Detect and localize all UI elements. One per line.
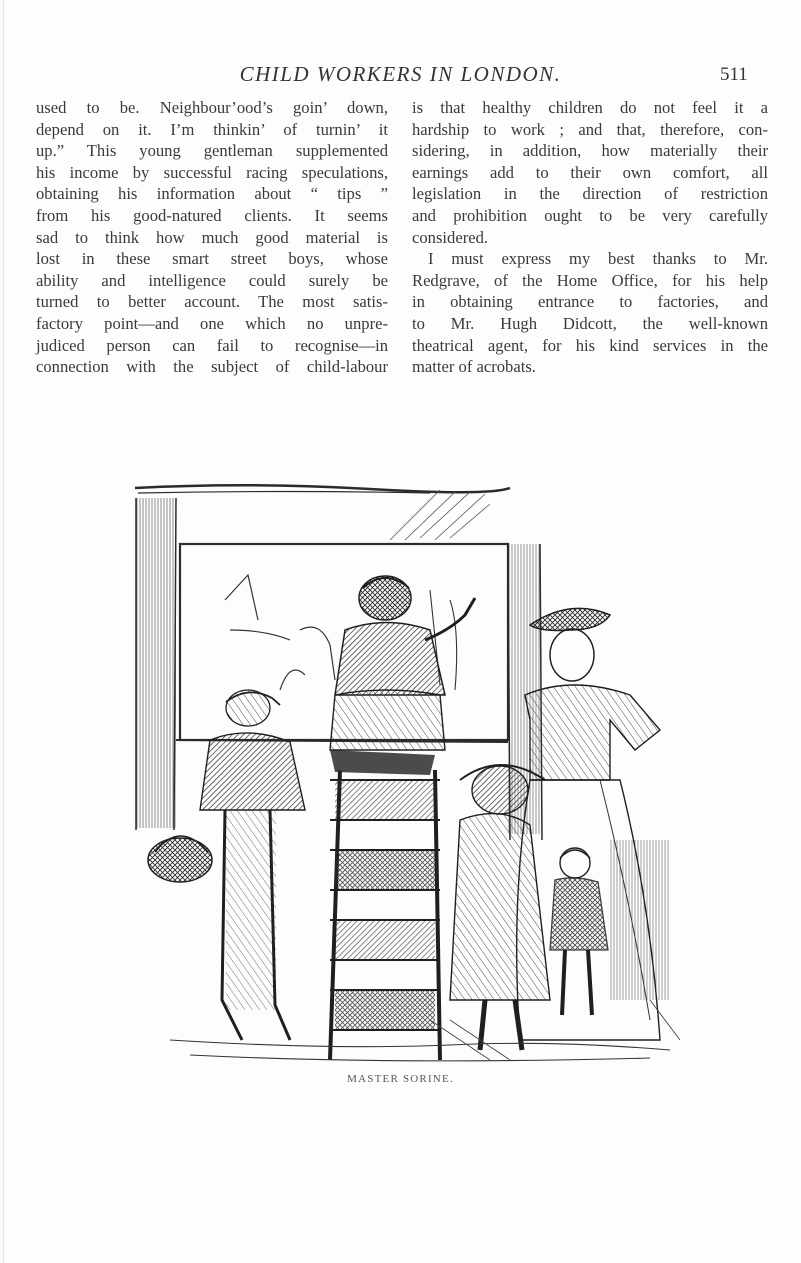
text-line: and prohibition ought to be very carefully <box>412 205 768 225</box>
top-border-stroke <box>138 492 430 494</box>
text-line: I must express my best thanks to Mr. <box>428 249 768 269</box>
text-line: Redgrave, of the Home Office, for his help <box>412 270 768 290</box>
text-line: hardship to work ; and that, therefore, con- <box>412 119 768 139</box>
ground-shading <box>430 1000 680 1060</box>
boy-on-ladder <box>330 576 475 775</box>
text-line: used to be. Neighbour’ood’s goin’ down, <box>36 98 388 117</box>
sky-hatching <box>390 490 490 540</box>
text-line: in obtaining entrance to factories, and <box>412 292 768 312</box>
text-line: factory point—and one which no unpre- <box>36 313 388 333</box>
ground-shading <box>170 1040 670 1061</box>
text-line: turned to better account. The most satis- <box>36 292 388 312</box>
text-line: considered. <box>412 227 489 247</box>
page-number: 511 <box>720 64 748 85</box>
text-line: sad to think how much good material is <box>36 227 388 247</box>
text-line: is that healthy children do not feel it a <box>412 98 768 117</box>
left-wall <box>136 498 176 828</box>
text-line: earnings add to their own comfort, all <box>412 162 768 182</box>
illustration-master-sorine <box>130 480 690 1072</box>
text-line: lost in these smart street boys, whose <box>36 249 388 269</box>
text-line: theatrical agent, for his kind services in the <box>412 335 768 355</box>
poster-sketch <box>225 575 335 690</box>
text-line: legislation in the direction of restriction <box>412 184 768 204</box>
text-line: matter of acrobats. <box>412 357 536 377</box>
text-line: sidering, in addition, how materially their <box>412 141 768 161</box>
text-column-left <box>36 97 388 378</box>
illustration-caption: MASTER SORINE. <box>347 1073 454 1085</box>
text-line: from his good-natured clients. It seems <box>36 205 388 225</box>
text-line: ability and intelligence could surely be <box>36 270 388 290</box>
running-head <box>0 50 801 90</box>
running-title: CHILD WORKERS IN LONDON. <box>239 62 562 86</box>
small-child <box>550 848 608 1015</box>
stepladder <box>330 770 440 1060</box>
text-line: judiced person can fail to recognise—in <box>36 335 388 355</box>
text-line: his income by successful racing speculations, <box>36 162 388 182</box>
text-line: depend on it. I’m thinkin’ of turnin’ it <box>36 119 388 139</box>
text-line: connection with the subject of child-labour <box>36 357 388 377</box>
text-column-right <box>412 97 768 378</box>
text-line: to Mr. Hugh Didcott, the well-known <box>412 313 768 333</box>
text-line: up.” This young gentleman supplemented <box>36 141 388 161</box>
text-line: obtaining his information about “ tips ” <box>36 184 388 204</box>
